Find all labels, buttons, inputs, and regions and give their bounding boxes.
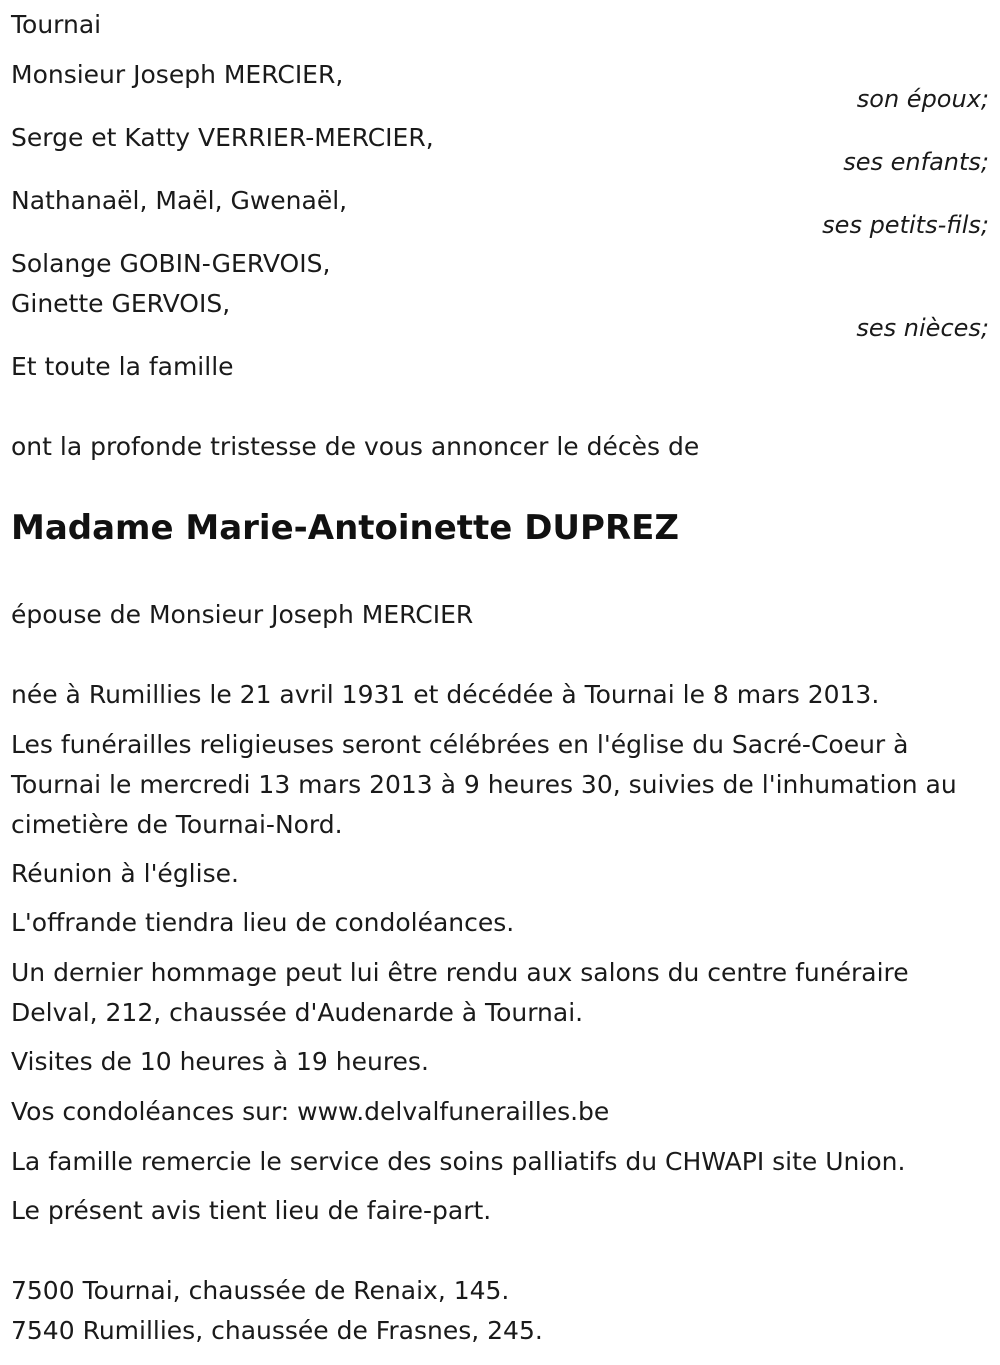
funeral-info: Les funérailles religieuses seront célébrées en l'église du Sacré-Coeur à Tournai le mercredi 13 mars 2013 à 9 heures 30, suivies de l'inhumation au cimetière de Tournai-Nord. bbox=[11, 730, 957, 839]
family-role: son époux; bbox=[856, 85, 989, 113]
city-heading: Tournai bbox=[11, 10, 102, 39]
family-name: Nathanaël, Maël, Gwenaël, bbox=[11, 186, 348, 215]
notice-info: Le présent avis tient lieu de faire-part. bbox=[11, 1196, 492, 1225]
deceased-name: Madame Marie-Antoinette DUPREZ bbox=[11, 508, 680, 548]
family-closing: Et toute la famille bbox=[11, 352, 234, 381]
family-role: ses enfants; bbox=[843, 148, 989, 176]
offering-info: L'offrande tiendra lieu de condoléances. bbox=[11, 908, 515, 937]
family-name: Serge et Katty VERRIER-MERCIER, bbox=[11, 123, 434, 152]
condolences-info: Vos condoléances sur: www.delvalfunerailles.be bbox=[11, 1097, 610, 1126]
spouse-line: épouse de Monsieur Joseph MERCIER bbox=[11, 600, 474, 629]
announcement: ont la profonde tristesse de vous annoncer le décès de bbox=[11, 432, 700, 461]
family-name: Ginette GERVOIS, bbox=[11, 289, 231, 318]
address-line: 7540 Rumillies, chaussée de Frasnes, 245. bbox=[11, 1316, 543, 1345]
family-name: Solange GOBIN-GERVOIS, bbox=[11, 249, 331, 278]
family-role: ses nièces; bbox=[856, 314, 989, 342]
thanks-info: La famille remercie le service des soins palliatifs du CHWAPI site Union. bbox=[11, 1147, 906, 1176]
family-name: Monsieur Joseph MERCIER, bbox=[11, 60, 344, 89]
visits-info: Visites de 10 heures à 19 heures. bbox=[11, 1047, 429, 1076]
birth-death: née à Rumillies le 21 avril 1931 et décédée à Tournai le 8 mars 2013. bbox=[11, 680, 880, 709]
family-role: ses petits-fils; bbox=[822, 211, 989, 239]
tribute-info: Un dernier hommage peut lui être rendu aux salons du centre funéraire Delval, 212, chaussée d'Audenarde à Tournai. bbox=[11, 958, 909, 1027]
meeting-info: Réunion à l'église. bbox=[11, 859, 239, 888]
address-line: 7500 Tournai, chaussée de Renaix, 145. bbox=[11, 1276, 510, 1305]
